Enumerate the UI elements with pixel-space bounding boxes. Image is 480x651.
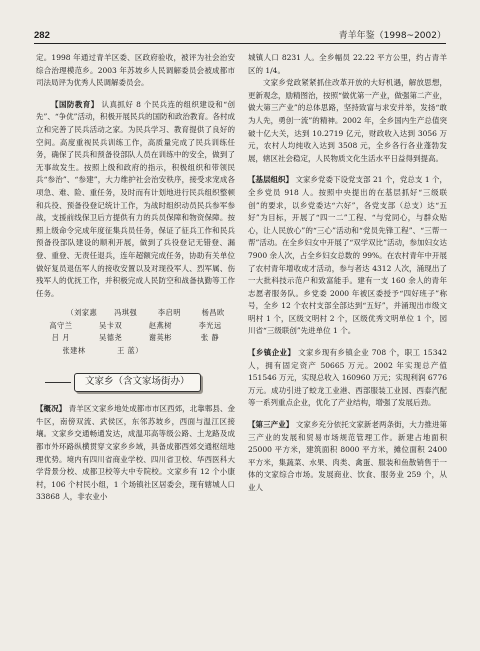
author-name: 冯琪强 <box>114 308 138 318</box>
section-tag: 【国防教育】 <box>51 99 99 109</box>
gaikuang-section <box>36 403 235 504</box>
page-header <box>34 28 446 44</box>
disan-section <box>248 419 447 495</box>
author-name: 张建林 <box>62 345 86 355</box>
author-name: 谢英彬 <box>148 333 172 343</box>
section-tag: 【第三产业】 <box>248 420 294 430</box>
jiceng-section <box>248 174 447 338</box>
author-name: （刘家惠 <box>66 308 98 318</box>
page-number: 282 <box>34 30 50 41</box>
author-name: 吕 月 <box>51 333 70 343</box>
section-body: 认真抓好 8 个民兵连的组织建设和“创先”、“争优”活动，积极开展民兵的国防和政治教育。各村成立和完善了民兵活动之家。为民兵学习、教育提供了良好的空间。高度重视民兵训练工作，高质量完成了民兵训练任务，确保了民兵和预备役部队人员在训练中的安全，做到了无事故发生。按照上级和政府的指示，积极组织和带领民兵“参治”、“参建”，大力维护社会治安秩序，接受求宠成各项急、难、险、重任务，及时而有计划地进行民兵组织整顿和兵役、预备役登记统计工作，为战时组织动员民兵参军参战，支援前线保卫后方提供有力的兵员保障和物资保障。按照上级命令完成年度征集兵员任务，保证了征兵工作和民兵预备役部队建设的顺利开展，做到了兵役登记无错登、漏登、重登、无责任退兵，连年超额完成任务，协助有关单位做好复员退伍军人的接收安置以及对现役军人、烈军属、伤残军人的优抚工作，并积极完成人民防空和战备执勤等工作任务。 <box>36 99 236 298</box>
banner-title: 文家乡（含文家场街办） <box>74 373 201 392</box>
xiangzhen-section <box>248 347 447 410</box>
author-name: 赵燕树 <box>148 320 172 330</box>
section-body: 文家乡现有乡镇企业 708 个，职工 15342 人，拥有固定资产 50665 万元。2002 年实现总产值 151546 万元，实现总收入 160960 万元；实现利润 6776 万元。成功引进了蛟龙工业港、西部服装工业园、西泰汽配等一系列重点企业，优化了产业结构，增强了发展后劲。 <box>248 348 448 408</box>
intro-paragraph: 定。1998 年通过青羊区委、区政府验收，被评为社会治安综合治理模范乡。2003 年苏坡乡人民调解委员会被成都市司法局评为优秀人民调解委员会。 <box>36 53 235 88</box>
guofang-section <box>36 99 235 301</box>
author-row <box>36 345 235 358</box>
author-name: 吴德尧 <box>99 333 123 343</box>
author-name: 李光远 <box>198 320 222 330</box>
section-banner <box>40 369 235 395</box>
author-row <box>36 307 235 320</box>
section-body: 文家乡充分依托文家新老两条街，大力推进第三产业的发展和贸易市场规范管理工作。新建占地面积 25000 平方米，建筑面积 8000 平方米，摊位面积 2400 平方米，集蔬菜、水果、肉类、禽蛋、服装和鱼散销售于一体的文家综合市场。发展商业、饮食、服务业 259 个，从业人 <box>248 420 448 492</box>
author-row <box>36 332 235 345</box>
author-row <box>36 320 235 333</box>
left-column <box>36 52 235 504</box>
section-tag: 【概况】 <box>36 404 67 414</box>
author-name: 杨昌欧 <box>201 308 225 318</box>
running-title: 青羊年鉴（1998~2002） <box>338 31 446 41</box>
author-name: 李启明 <box>157 308 181 318</box>
author-name: 王 蓝） <box>117 345 143 355</box>
section-tag: 【乡镇企业】 <box>248 348 296 358</box>
author-name: 吴卡双 <box>99 320 123 330</box>
author-list <box>36 307 235 357</box>
author-name: 高守兰 <box>49 320 73 330</box>
section-body: 青羊区文家乡地处成都市市区西郊，北靠郫县、金牛区，南傍双流、武侯区，东邻苏坡乡，西面与温江区接壤。文家乡交通畅通发达，成温邛高等级公路、土龙路及成都市外环路纵横贯穿文家乡乡域，具备成都西郊交通枢纽地理优势。境内有四川省商业学校、四川省卫校、华西医科大学背景分校、成都卫校等大中专院校。文家乡有 12 个小康村，106 个村民小组，1 个场镇社区居委会，现有辖城人口 33868 人，非农业小 <box>36 404 236 502</box>
intro-paragraph: 城镇人口 8231 人。全乡幅员 22.22 平方公里，约占青羊区的 1/4。 <box>248 53 447 75</box>
section-body: 文家乡党委下设党支部 21 个，党总支 1 个，全乡党员 918 人。按照中央提出的在基层抓好“三级联创”的要求，以乡党委达“六好”，各党支部（总支）达“五好”为目标，开展了“四一二”工程、“与党同心，与群众贴心，让人民放心”的“三心”活动和“党员先锋工程”、“三帮一帮”活动。在全乡妇女中开展了“双学双比”活动，参加妇女达 7900 余人次，占全乡妇女总数的 99%。在农村青年中开展了农村青年增收成才活动，参与者达 4312 人次，涌现出了一大批科技示范户和致富能手。建有一支 160 余人的青年志愿者服务队。乡党委 2000 年被区委授予“四好班子”称号，全乡 12 个农村支部全部达到“五好”，并涌现出市级文明村 1 个，区级文明村 2 个，区级优秀文明单位 1 个，园川省“三级联创”先进单位 1 个。 <box>248 175 448 336</box>
author-name: 张 静 <box>201 333 220 343</box>
right-column <box>248 52 447 495</box>
section-tag: 【基层组织】 <box>248 175 294 185</box>
body-paragraph: 文家乡党政紧紧抓住改革开放的大好机遇，解放思想，更新观念，励精图治，按照“做优第一产业，做强第二产业，做大第三产业”的总体思路，坚持致富与求安并举，发扬“敢为人先，勇创一流”的精神。2002 年，全乡国内生产总值突破十亿大关，达到 10.2719 亿元，财政收入达到 3056 万元，农村人均纯收入达到 3508 元，全乡各行各业蓬勃发展，辖区社会稳定，人民物质文化生活水平日益得到提高。 <box>248 78 447 163</box>
